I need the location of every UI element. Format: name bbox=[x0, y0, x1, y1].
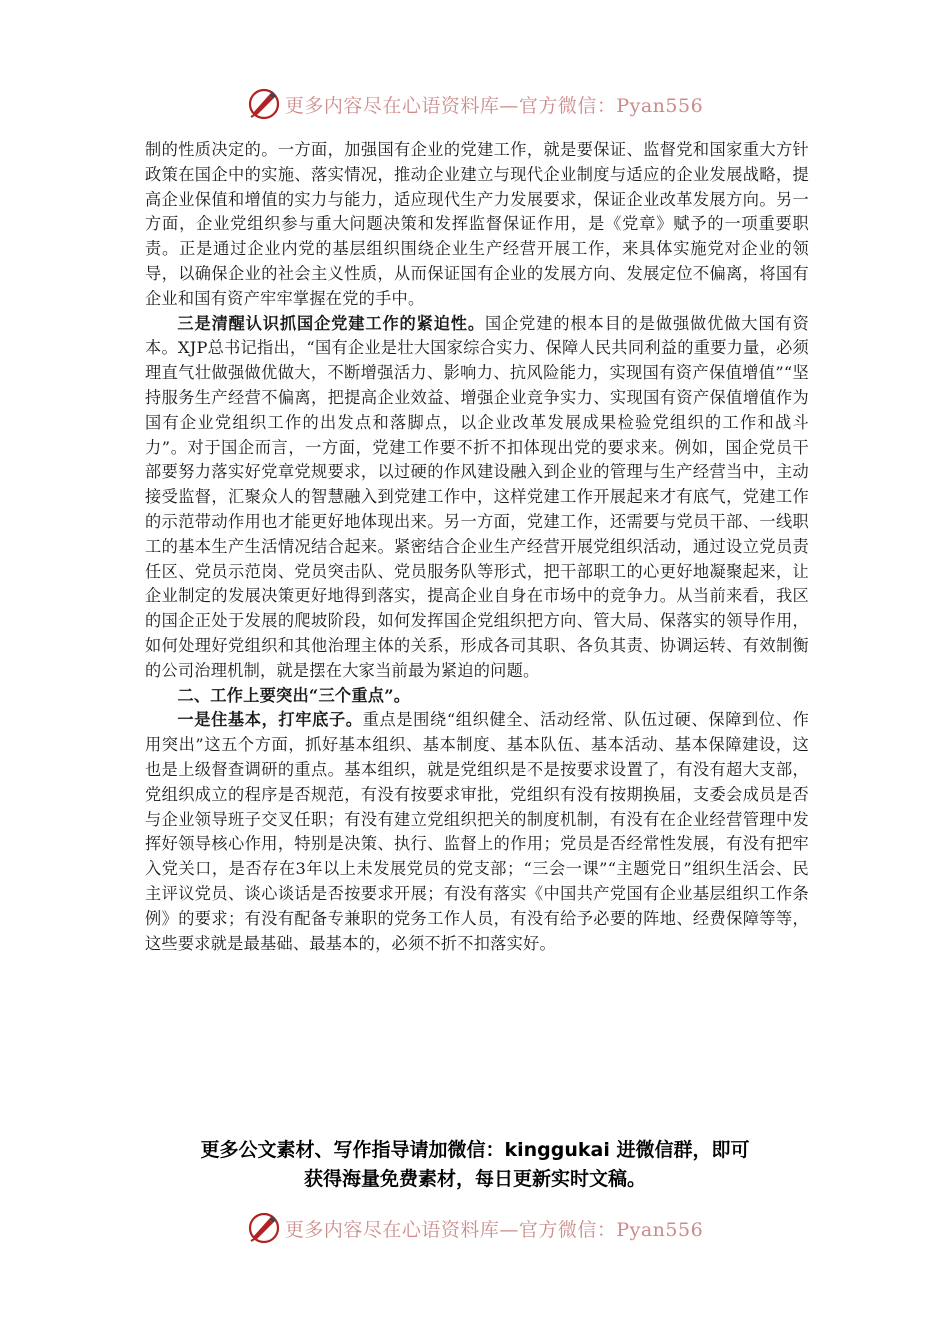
header-banner-text: 更多内容尽在心语资料库—官方微信：Pyan556 bbox=[284, 94, 704, 117]
pen-logo-icon bbox=[247, 87, 281, 121]
document-body bbox=[145, 138, 809, 956]
paragraph-text: 国企党建的根本目的是做强做优做大国有资本。XJP总书记指出，“国有企业是壮大国家综合实力、保障人民共同利益的重要力量，必须理直气壮做强做优做大，不断增强活力、影响力、抗风险能力，实现国有资产保值增值”“坚持服务生产经营不偏离，把提高企业效益、增强企业竞争实力、实现国有资产保值增值作为国有企业党组织工作的出发点和落脚点，以企业改革发展成果检验党组织的工作和战斗力”。对于国企而言，一方面，党建工作要不折不扣体现出党的要求来。例如，国企党员干部要努力落实好党章党规要求，以过硬的作风建设融入到企业的管理与生产经营当中，主动接受监督，汇聚众人的智慧融入到党建工作中，这样党建工作开展起来才有底气，党建工作的示范带动作用也才能更好地体现出来。另一方面，党建工作，还需要与党员干部、一线职工的基本生产生活情况结合起来。紧密结合企业生产经营开展党组织活动，通过设立党员责任区、党员示范岗、党员突击队、党员服务队等形式，把干部职工的心更好地凝聚起来，让企业制定的发展决策更好地得到落实，提高企业自身在市场中的竞争力。从当前来看，我区的国企正处于发展的爬坡阶段，如何发挥国企党组织把方向、管大局、保落实的领导作用，如何处理好党组织和其他治理主体的关系，形成各司其职、各负其责、协调运转、有效制衡的公司治理机制，就是摆在大家当前最为紧迫的问题。 bbox=[145, 313, 810, 680]
paragraph bbox=[145, 312, 809, 684]
promo-line: 更多公文素材、写作指导请加微信：kinggukai 进微信群，即可 bbox=[200, 1139, 750, 1161]
header-banner bbox=[0, 84, 950, 124]
footer-banner-text: 更多内容尽在心语资料库—官方微信：Pyan556 bbox=[284, 1218, 704, 1241]
section-heading bbox=[145, 684, 809, 709]
promo-line: 获得海量免费素材，每日更新实时文稿。 bbox=[303, 1168, 646, 1190]
paragraph: 制的性质决定的。一方面，加强国有企业的党建工作，就是要保证、监督党和国家重大方针政策在国企中的实施、落实情况，推动企业建立与现代企业制度与适应的企业发展战略，提高企业保值和增值的实力与能力，适应现代生产力发展要求，保证企业改革发展方向。另一方面，企业党组织参与重大问题决策和发挥监督保证作用，是《党章》赋予的一项重要职责。正是通过企业内党的基层组织围绕企业生产经营开展工作，来具体实施党对企业的领导，以确保企业的社会主义性质，从而保证国有企业的发展方向、发展定位不偏离，将国有企业和国有资产牢牢掌握在党的手中。 bbox=[145, 140, 809, 308]
paragraph-lead: 三是清醒认识抓国企党建工作的紧迫性。 bbox=[177, 313, 485, 333]
section-heading-text: 二、工作上要突出“三个重点”。 bbox=[177, 685, 411, 705]
pen-logo-icon bbox=[247, 1211, 281, 1245]
paragraph-text: 重点是围绕“组织健全、活动经常、队伍过硬、保障到位、作用突出”这五个方面，抓好基本组织、基本制度、基本队伍、基本活动、基本保障建设，这也是上级督查调研的重点。基本组织，就是党组织是不是按要求设置了，有没有超大支部，党组织成立的程序是否规范，有没有按要求审批，党组织有没有按期换届，支委会成员是否与企业领导班子交叉任职；有没有建立党组织把关的制度机制，有没有在企业经营管理中发挥好领导核心作用，特别是决策、执行、监督上的作用；党员是否经常性发展，有没有把牢入党关口，是否存在3年以上未发展党员的党支部；“三会一课”“主题党日”组织生活会、民主评议党员、谈心谈话是否按要求开展；有没有落实《中国共产党国有企业基层组织工作条例》的要求；有没有配备专兼职的党务工作人员，有没有给予必要的阵地、经费保障等等，这些要求就是最基础、最基本的，必须不折不扣落实好。 bbox=[145, 710, 810, 953]
footer-banner bbox=[0, 1208, 950, 1248]
paragraph bbox=[145, 708, 809, 956]
paragraph-lead: 一是住基本，打牢底子。 bbox=[177, 710, 363, 730]
promo-notice bbox=[135, 1136, 815, 1194]
